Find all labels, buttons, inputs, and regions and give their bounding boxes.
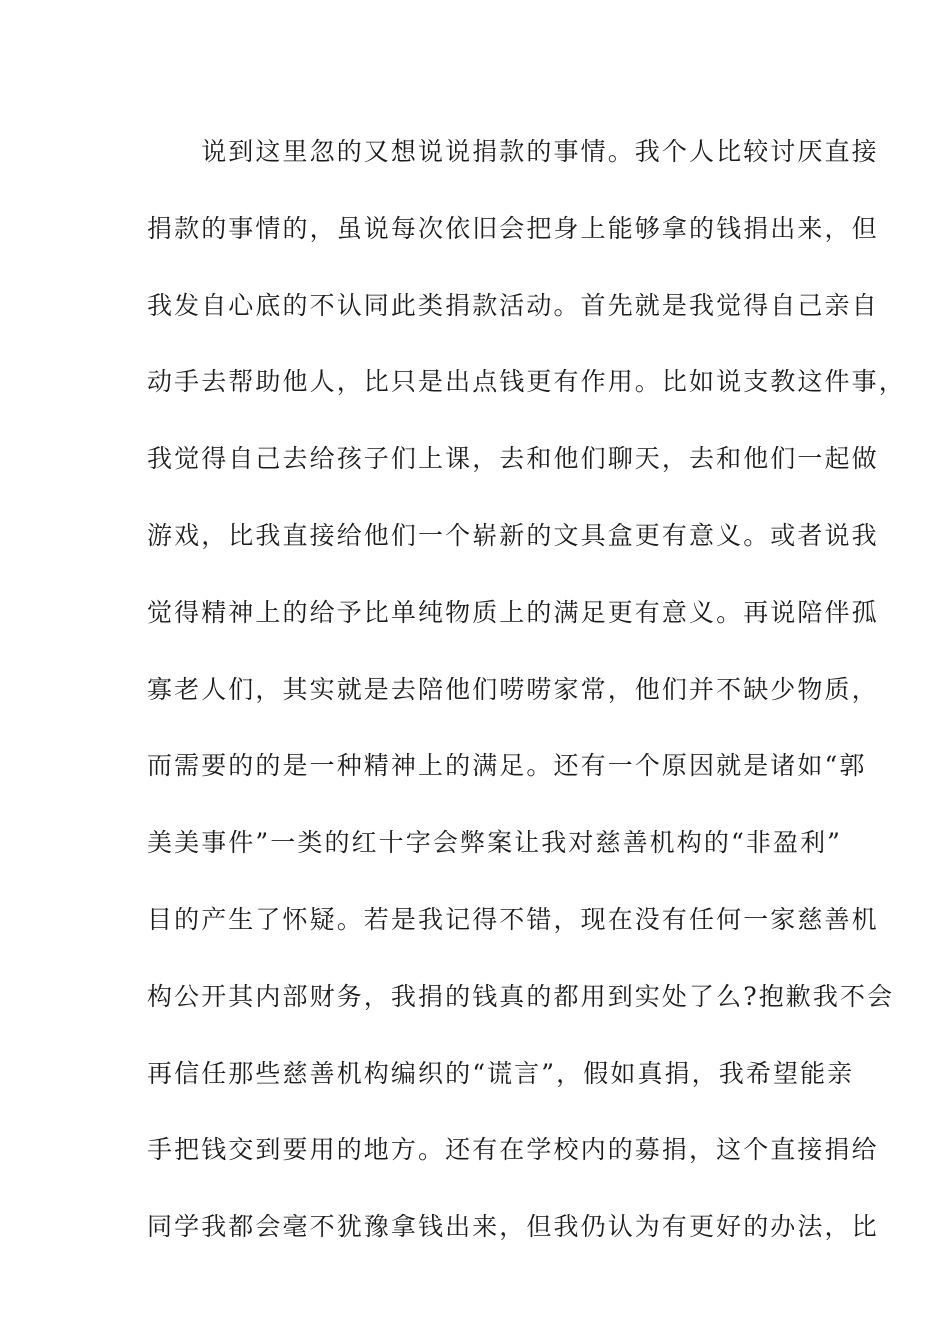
text-line-11: 目的产生了怀疑。若是我记得不错，现在没有任何一家慈善机: [147, 904, 879, 934]
text-line-15: 同学我都会毫不犹豫拿钱出来，但我仍认为有更好的办法，比: [147, 1212, 879, 1242]
text-line-8: 寡老人们，其实就是去陪他们唠唠家常，他们并不缺少物质，: [147, 674, 879, 704]
text-line-5: 我觉得自己去给孩子们上课，去和他们聊天，去和他们一起做: [147, 444, 879, 474]
text-line-2: 捐款的事情的，虽说每次依旧会把身上能够拿的钱捐出来，但: [147, 213, 879, 243]
text-line-9: 而需要的的是一种精神上的满足。还有一个原因就是诸如“郭: [147, 751, 867, 781]
text-line-6: 游戏，比我直接给他们一个崭新的文具盒更有意义。或者说我: [147, 520, 879, 550]
text-line-3: 我发自心底的不认同此类捐款活动。首先就是我觉得自己亲自: [147, 290, 879, 320]
text-line-13: 再信任那些慈善机构编织的“谎言”，假如真捐，我希望能亲: [147, 1058, 855, 1088]
text-line-7: 觉得精神上的给予比单纯物质上的满足更有意义。再说陪伴孤: [147, 597, 879, 627]
text-line-14: 手把钱交到要用的地方。还有在学校内的募捐，这个直接捐给: [147, 1135, 879, 1165]
text-line-1: 说到这里忽的又想说说捐款的事情。我个人比较讨厌直接: [147, 137, 879, 166]
text-line-12: 构公开其内部财务，我捐的钱真的都用到实处了么?抱歉我不会: [147, 981, 895, 1011]
body-paragraph: [147, 133, 906, 1285]
text-line-4: 动手去帮助他人，比只是出点钱更有作用。比如说支教这件事，: [147, 367, 906, 397]
text-line-10: 美美事件”一类的红十字会弊案让我对慈善机构的“非盈利”: [147, 828, 843, 858]
